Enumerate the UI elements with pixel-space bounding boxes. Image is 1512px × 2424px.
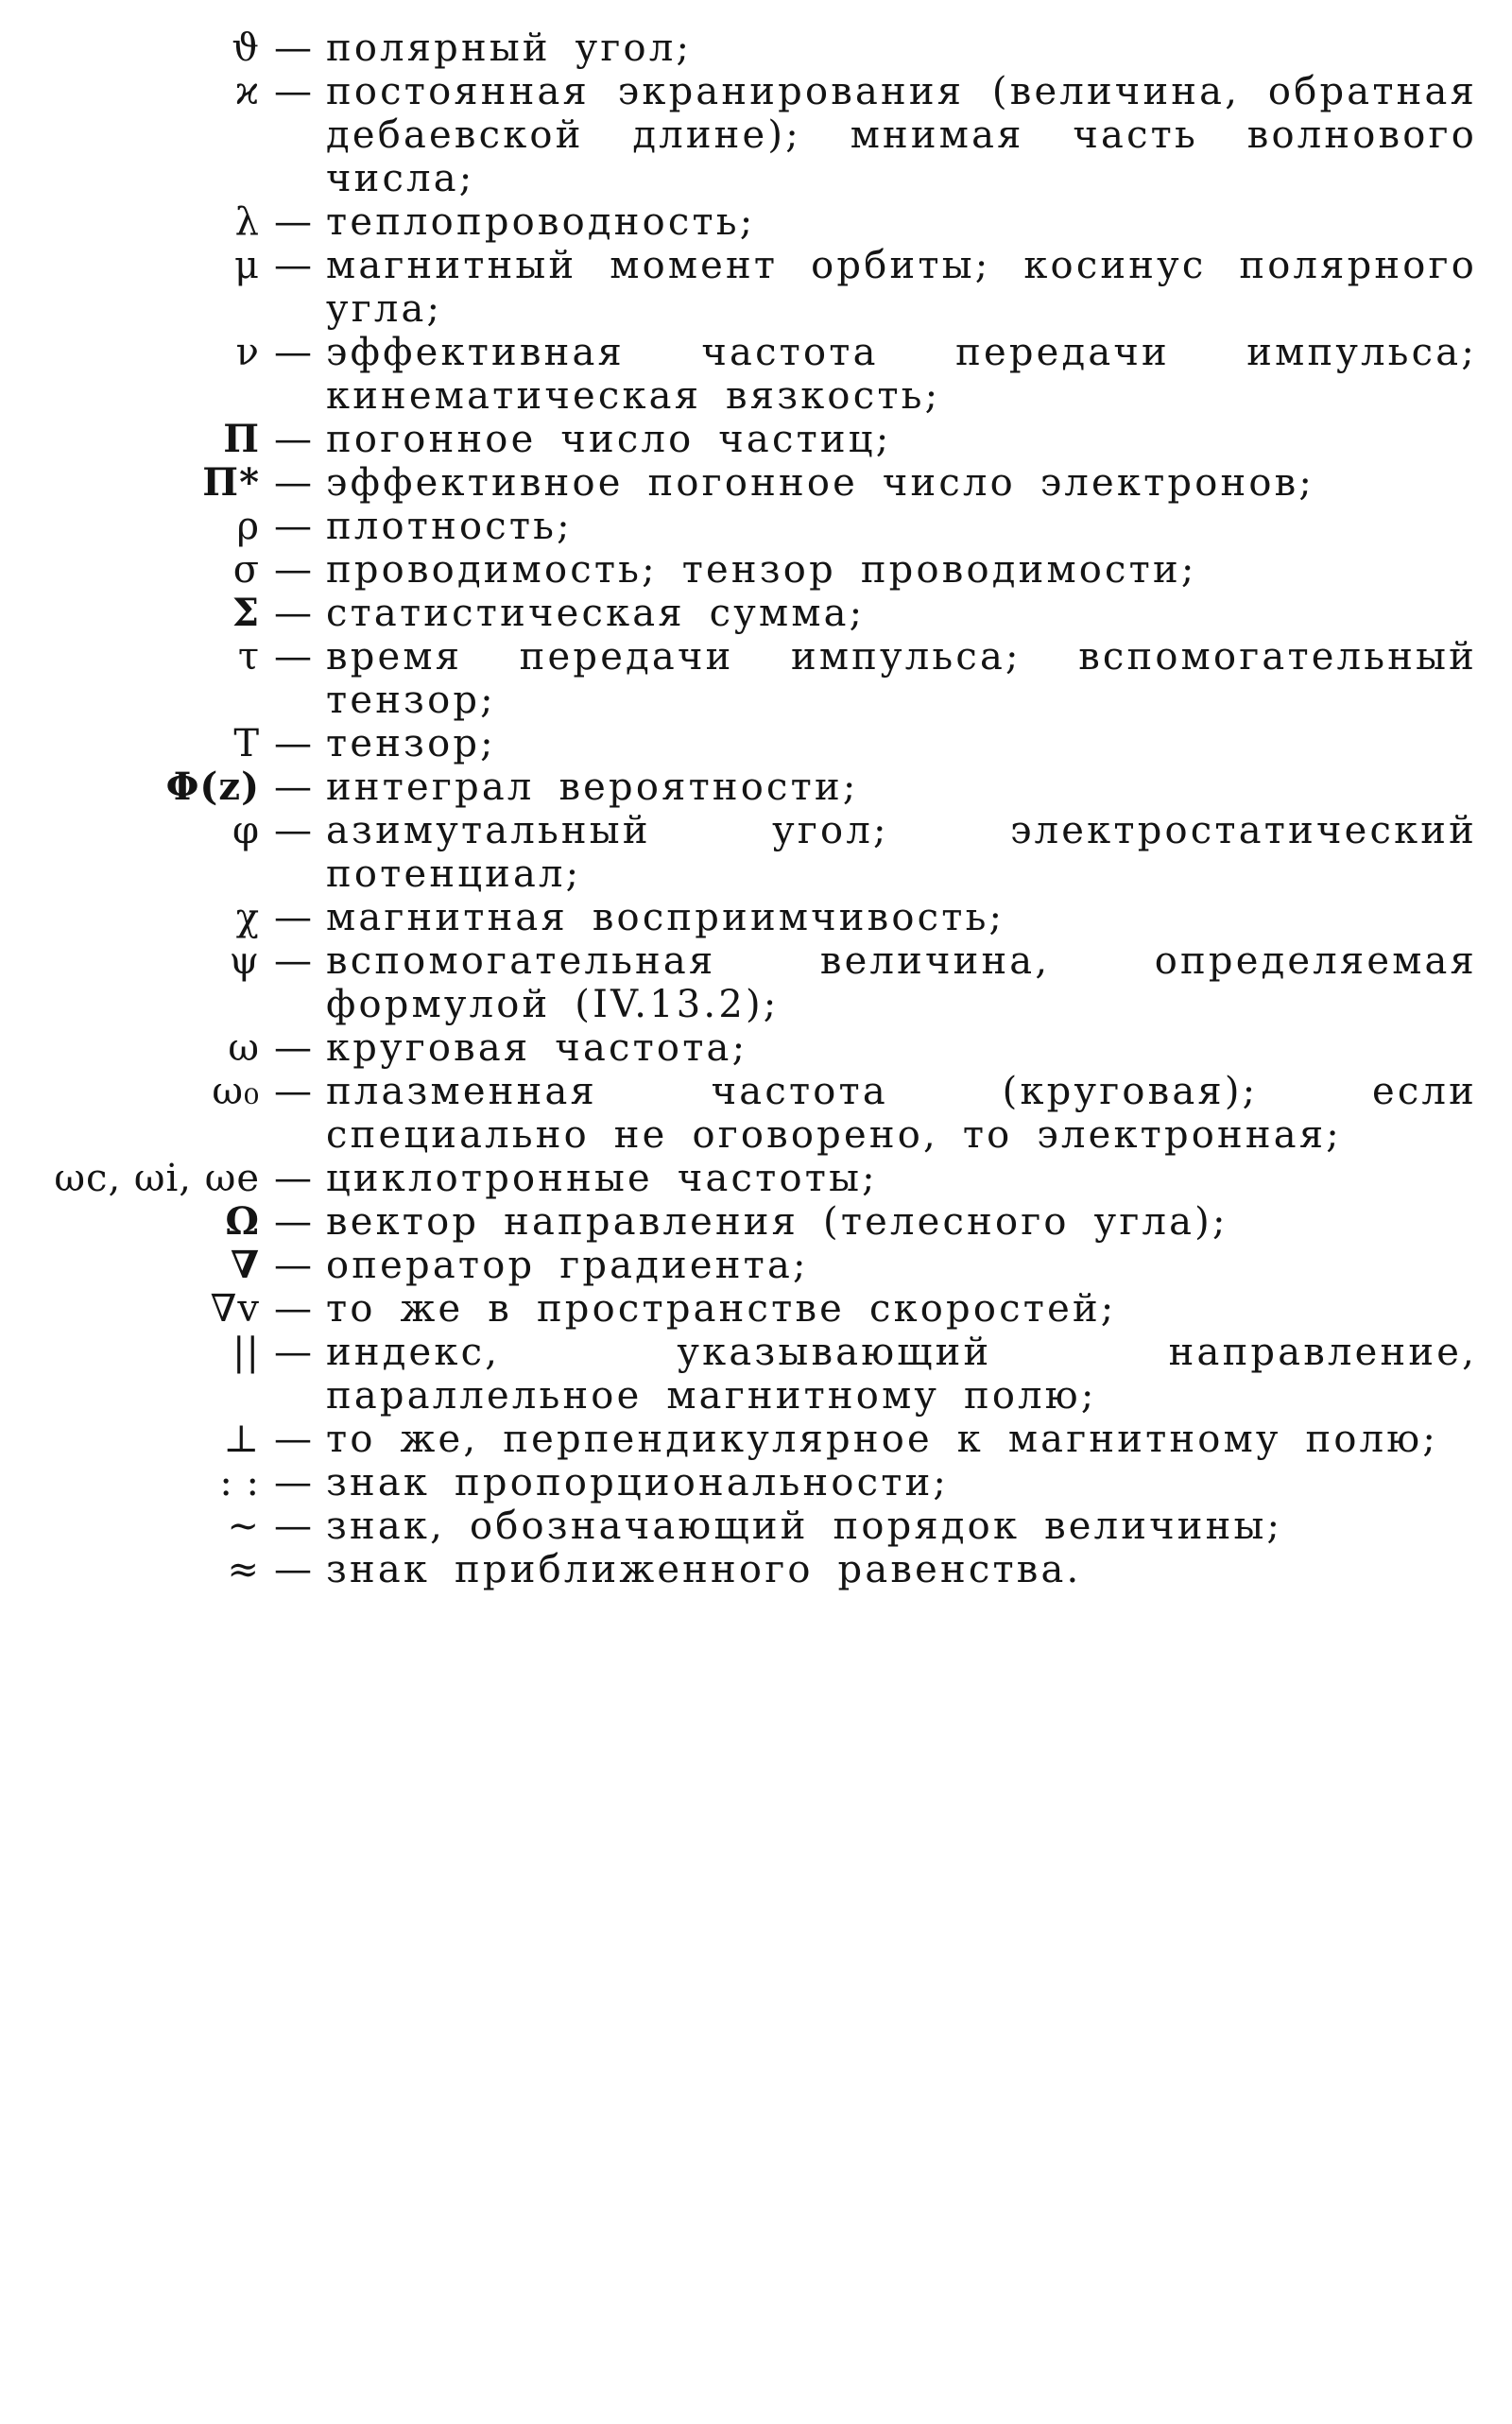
entry-dash: — (274, 70, 312, 113)
entry-dash: — (274, 1504, 312, 1548)
entry-symbol: ϰ (235, 70, 260, 113)
entry-symbol: ϑ (232, 26, 260, 70)
entry-symbol: ρ (236, 505, 260, 548)
entry-dash: — (274, 1026, 312, 1070)
entry-dash: — (274, 461, 312, 505)
glossary-entry (0, 505, 1512, 548)
entry-definition: циклотронные частоты; (326, 1157, 878, 1200)
glossary-entry (0, 26, 1512, 70)
entry-symbol: ω₀ (212, 1070, 260, 1113)
entry-symbol: : : (219, 1461, 260, 1504)
glossary-entry (0, 244, 1512, 331)
glossary-entry (0, 418, 1512, 461)
entry-symbol: Т (233, 722, 260, 765)
entry-definition: магнитный момент орбиты; косинус полярного угла; (326, 244, 1477, 331)
entry-dash: — (274, 635, 312, 679)
entry-dash: — (274, 1461, 312, 1504)
entry-dash: — (274, 418, 312, 461)
entry-symbol: Ω (225, 1199, 260, 1244)
entry-symbol: Φ(z) (165, 765, 260, 809)
entry-symbol: μ (234, 244, 260, 287)
symbol-glossary (0, 26, 1512, 1591)
glossary-entry (0, 70, 1512, 200)
entry-definition: то же, перпендикулярное к магнитному полю; (326, 1418, 1438, 1461)
entry-symbol: τ (237, 635, 260, 679)
glossary-entry (0, 1157, 1512, 1200)
entry-dash: — (274, 1331, 312, 1374)
entry-symbol: ∇v (210, 1287, 260, 1331)
entry-symbol: ωc, ωi, ωe (54, 1157, 260, 1200)
entry-dash: — (274, 200, 312, 244)
entry-definition: интеграл вероятности; (326, 765, 859, 809)
entry-dash: — (274, 722, 312, 765)
glossary-entry (0, 1548, 1512, 1591)
entry-symbol: || (232, 1331, 260, 1374)
entry-definition: знак, обозначающий порядок величины; (326, 1504, 1283, 1548)
entry-dash: — (274, 1200, 312, 1244)
entry-symbol: ∇ (230, 1243, 260, 1287)
entry-definition: полярный угол; (326, 26, 693, 70)
entry-definition: знак пропорциональности; (326, 1461, 950, 1504)
entry-symbol: σ (232, 548, 260, 592)
entry-definition: вектор направления (телесного угла); (326, 1200, 1228, 1244)
glossary-entry (0, 331, 1512, 418)
glossary-entry (0, 1026, 1512, 1070)
entry-definition: индекс, указывающий направление, параллельное магнитному полю; (326, 1331, 1477, 1418)
glossary-entry (0, 939, 1512, 1026)
entry-dash: — (274, 1287, 312, 1331)
glossary-entry (0, 1287, 1512, 1331)
entry-symbol: П* (202, 460, 260, 505)
glossary-entry (0, 548, 1512, 592)
entry-dash: — (274, 809, 312, 852)
entry-definition: знак приближенного равенства. (326, 1548, 1082, 1591)
entry-definition: время передачи импульса; вспомогательный тензор; (326, 635, 1477, 722)
entry-definition: оператор градиента; (326, 1244, 809, 1287)
glossary-entry (0, 635, 1512, 722)
entry-symbol: П (223, 417, 260, 461)
entry-symbol: λ (234, 200, 260, 244)
entry-symbol: φ (232, 809, 260, 852)
entry-dash: — (274, 765, 312, 809)
entry-definition: то же в пространстве скоростей; (326, 1287, 1117, 1331)
entry-definition: теплопроводность; (326, 200, 756, 244)
entry-dash: — (274, 1070, 312, 1113)
entry-symbol: ∼ (227, 1504, 260, 1548)
entry-symbol: ⊥ (223, 1418, 260, 1461)
glossary-entry (0, 1244, 1512, 1287)
entry-definition: погонное число частиц; (326, 418, 892, 461)
entry-definition: круговая частота; (326, 1026, 748, 1070)
entry-definition: проводимость; тензор проводимости; (326, 548, 1197, 592)
entry-dash: — (274, 548, 312, 592)
entry-dash: — (274, 939, 312, 983)
entry-symbol: ≈ (227, 1548, 260, 1591)
entry-definition: постоянная экранирования (величина, обратная дебаевской длине); мнимая часть волнового числа; (326, 70, 1477, 200)
glossary-entry (0, 1331, 1512, 1418)
glossary-entry (0, 461, 1512, 505)
entry-definition: магнитная восприимчивость; (326, 896, 1005, 939)
entry-definition: плотность; (326, 505, 573, 548)
entry-dash: — (274, 244, 312, 287)
glossary-entry (0, 809, 1512, 896)
entry-symbol: Σ (232, 591, 260, 635)
glossary-entry (0, 200, 1512, 244)
entry-dash: — (274, 26, 312, 70)
entry-definition: плазменная частота (круговая); если специально не оговорено, то электронная; (326, 1070, 1477, 1157)
glossary-entry (0, 1461, 1512, 1504)
glossary-entry (0, 722, 1512, 765)
entry-symbol: ω (228, 1026, 260, 1070)
entry-dash: — (274, 505, 312, 548)
glossary-entry (0, 1070, 1512, 1157)
entry-dash: — (274, 1418, 312, 1461)
glossary-entry (0, 1504, 1512, 1548)
entry-dash: — (274, 896, 312, 939)
glossary-entry (0, 896, 1512, 939)
glossary-entry (0, 592, 1512, 635)
entry-dash: — (274, 1157, 312, 1200)
glossary-entry (0, 1418, 1512, 1461)
entry-dash: — (274, 592, 312, 635)
glossary-entry (0, 1200, 1512, 1244)
entry-definition: тензор; (326, 722, 496, 765)
entry-dash: — (274, 331, 312, 374)
entry-symbol: ψ (229, 939, 260, 983)
entry-definition: статистическая сумма; (326, 592, 866, 635)
entry-definition: эффективное погонное число электронов; (326, 461, 1315, 505)
entry-definition: вспомогательная величина, определяемая формулой (IV.13.2); (326, 939, 1477, 1026)
entry-symbol: χ (235, 896, 260, 939)
entry-definition: азимутальный угол; электростатический потенциал; (326, 809, 1477, 896)
entry-dash: — (274, 1548, 312, 1591)
entry-symbol: ν (235, 331, 260, 374)
glossary-entry (0, 765, 1512, 809)
entry-dash: — (274, 1244, 312, 1287)
entry-definition: эффективная частота передачи импульса; кинематическая вязкость; (326, 331, 1477, 418)
